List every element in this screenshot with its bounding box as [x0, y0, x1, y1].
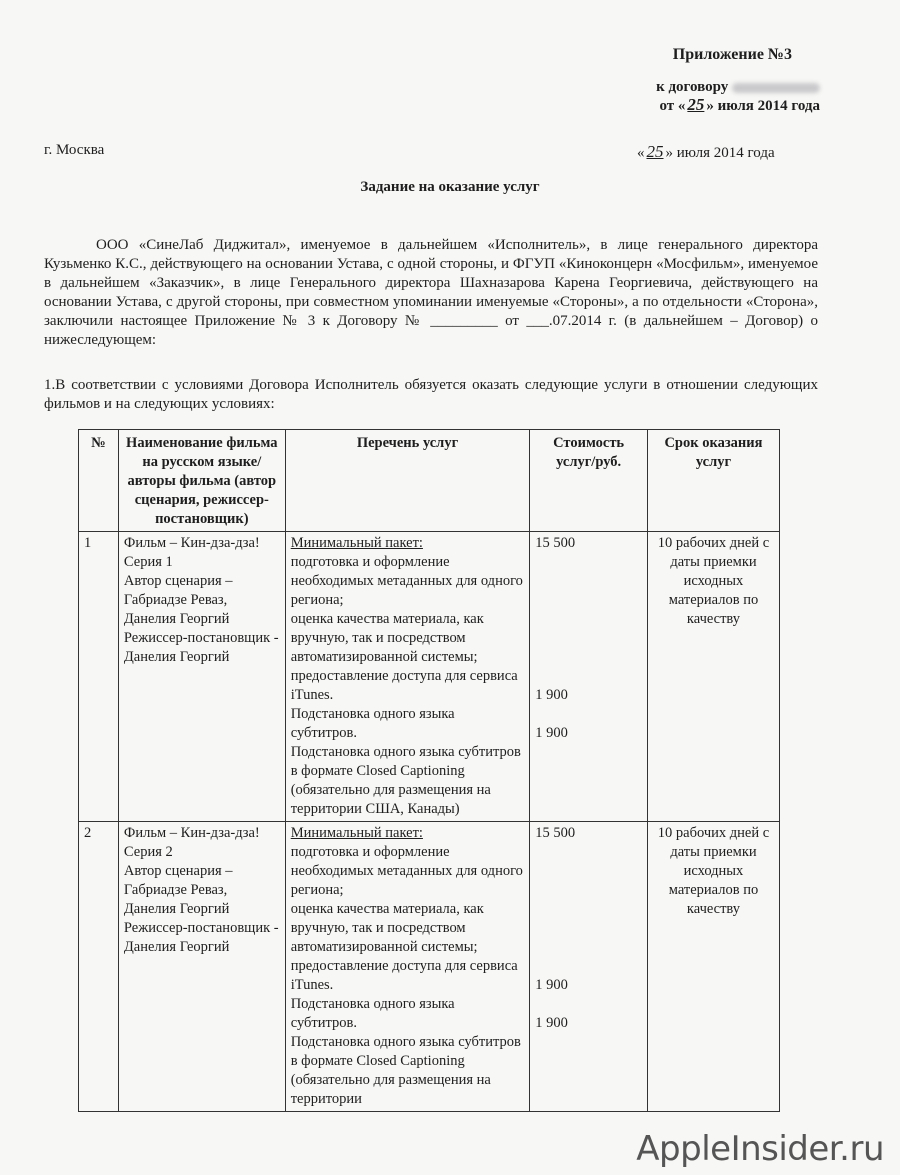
deadline-cell: 10 рабочих дней с даты приемки исходных материалов по качеству [647, 532, 779, 822]
services-table [78, 429, 780, 1112]
film-cell: Фильм – Кин-дза-дза! Серия 1 Автор сценария – Габриадзе Реваз, Данелия Георгий Режиссер-постановщик - Данелия Георгий [118, 532, 285, 822]
city: г. Москва [44, 142, 105, 158]
row-num: 2 [79, 822, 119, 1112]
document-title: Задание на оказание услуг [360, 179, 540, 195]
header-num: № [79, 430, 119, 532]
package-details: подготовка и оформление необходимых метаданных для одного региона; оценка качества материала, как вручную, так и посредством автоматизированной системы; предоставление доступа для сервиса iTunes. [290, 844, 523, 993]
date-open-quote: « [637, 145, 645, 161]
package-details: подготовка и оформление необходимых метаданных для одного региона; оценка качества материала, как вручную, так и посредством автоматизированной системы; предоставление доступа для сервиса iTunes. [290, 554, 523, 703]
subtitles-service: Подстановка одного языка субтитров. [290, 706, 455, 741]
price-subtitles: 1 900 [535, 687, 568, 703]
deadline-cell: 10 рабочих дней с даты приемки исходных материалов по качеству [647, 822, 779, 1112]
handwritten-day: 25 [687, 95, 705, 114]
document-date [637, 142, 775, 162]
handwritten-day: 25 [646, 142, 664, 161]
annex-title: Приложение №3 [672, 46, 792, 63]
contract-prefix: к договору [656, 79, 729, 95]
row-num: 1 [79, 532, 119, 822]
header-deadline: Срок оказания услуг [647, 430, 779, 532]
header-services: Перечень услуг [285, 430, 530, 532]
price-closed-captioning: 1 900 [535, 725, 568, 741]
film-cell: Фильм – Кин-дза-дза! Серия 2 Автор сценария – Габриадзе Реваз, Данелия Георгий Режиссер-постановщик - Данелия Георгий [118, 822, 285, 1112]
redacted-contract-number [732, 83, 820, 93]
price-cell [530, 532, 648, 822]
closed-captioning-service: Подстановка одного языка субтитров в формате Closed Captioning (обязательно для размещения на территории США, Канады) [290, 744, 521, 817]
package-label: Минимальный пакет: [290, 825, 423, 841]
table-header-row [79, 430, 780, 532]
clause-1: 1.В соответствии с условиями Договора Исполнитель обязуется оказать следующие услуги в отношении следующих фильмов и на следующих условиях: [44, 377, 818, 412]
subtitles-service: Подстановка одного языка субтитров. [290, 996, 455, 1031]
header-film: Наименование фильма на русском языке/авторы фильма (автор сценария, режиссер-постановщик) [118, 430, 285, 532]
intro-paragraph: ООО «СинеЛаб Диджитал», именуемое в дальнейшем «Исполнитель», в лице генерального директора Кузьменко К.С., действующего на основании Устава, с одной стороны, и ФГУП «Киноконцерн «Мосфильм», именуемое в дальнейшем «Заказчик», в лице Генерального директора Шахназарова Карена Георгиевича, действующего на основании Устава, с другой стороны, при совместном упоминании именуемые «Стороны», а по отдельности «Сторона», заключили настоящее Приложение № 3 к Договору № _________ от ___.07.2014 г. (в дальнейшем – Договор) о нижеследующем: [44, 237, 818, 348]
watermark-logo: AppleInsider.ru [636, 1129, 884, 1169]
package-label: Минимальный пакет: [290, 535, 423, 551]
contract-date-line [656, 96, 820, 115]
price-cell [530, 822, 648, 1112]
table-row [79, 532, 780, 822]
price-closed-captioning: 1 900 [535, 1015, 568, 1031]
date-rest: » июля 2014 года [665, 145, 775, 161]
price-package: 15 500 [535, 535, 576, 551]
price-package: 15 500 [535, 825, 576, 841]
table-row [79, 822, 780, 1112]
header-price: Стоимость услуг/руб. [530, 430, 648, 532]
services-cell [285, 822, 530, 1112]
price-subtitles: 1 900 [535, 977, 568, 993]
closed-captioning-service: Подстановка одного языка субтитров в формате Closed Captioning (обязательно для размещения на территории [290, 1034, 521, 1107]
contract-number-line [656, 78, 820, 96]
contract-date-prefix: от « [659, 98, 686, 114]
services-cell [285, 532, 530, 822]
contract-reference [656, 78, 820, 115]
contract-date-suffix: » июля 2014 года [706, 98, 820, 114]
